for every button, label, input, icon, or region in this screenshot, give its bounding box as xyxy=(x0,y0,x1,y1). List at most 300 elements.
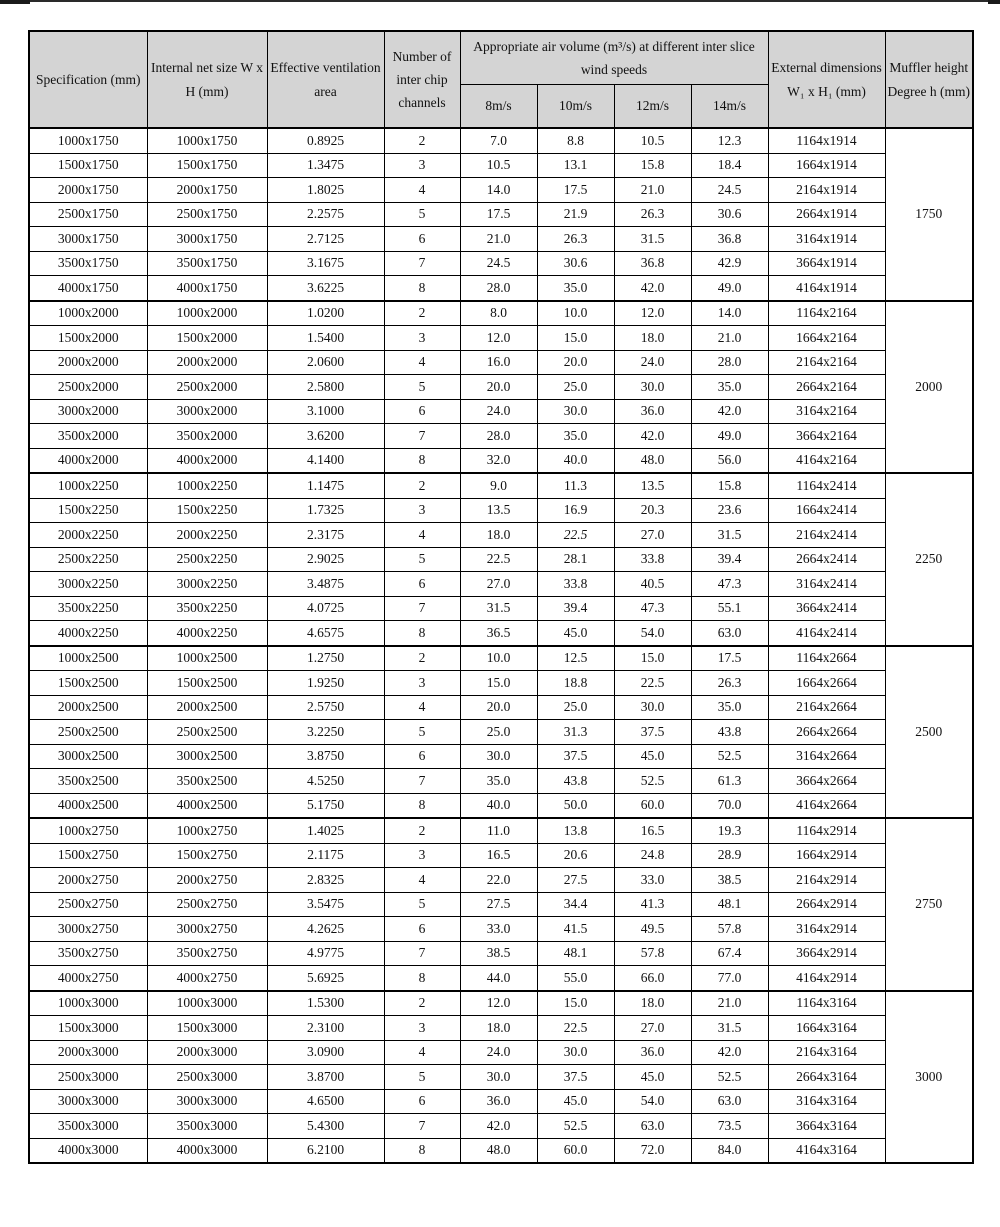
cell-v10: 26.3 xyxy=(537,227,614,252)
cell-channels: 5 xyxy=(384,720,460,745)
cell-external: 3664x3164 xyxy=(768,1114,885,1139)
cell-channels: 7 xyxy=(384,251,460,276)
cell-v10: 39.4 xyxy=(537,596,614,621)
cell-area: 6.2100 xyxy=(267,1138,384,1163)
cell-v14: 38.5 xyxy=(691,868,768,893)
cell-v10: 40.0 xyxy=(537,448,614,473)
cell-channels: 2 xyxy=(384,818,460,843)
cell-v10: 20.0 xyxy=(537,350,614,375)
cell-v14: 19.3 xyxy=(691,818,768,843)
cell-v10: 8.8 xyxy=(537,128,614,153)
cell-v12: 33.8 xyxy=(614,547,691,572)
cell-v14: 14.0 xyxy=(691,301,768,326)
cell-v12: 24.8 xyxy=(614,843,691,868)
cell-channels: 5 xyxy=(384,202,460,227)
cell-internal: 4000x2750 xyxy=(147,966,267,991)
cell-spec: 3500x2500 xyxy=(29,769,147,794)
cell-channels: 8 xyxy=(384,621,460,646)
cell-spec: 3500x3000 xyxy=(29,1114,147,1139)
cell-v12: 27.0 xyxy=(614,523,691,548)
cell-internal: 3500x2750 xyxy=(147,941,267,966)
cell-v10: 52.5 xyxy=(537,1114,614,1139)
cell-spec: 3500x1750 xyxy=(29,251,147,276)
table-row xyxy=(29,572,973,597)
cell-internal: 3000x2500 xyxy=(147,744,267,769)
cell-channels: 6 xyxy=(384,399,460,424)
cell-spec: 4000x3000 xyxy=(29,1138,147,1163)
cell-v14: 42.0 xyxy=(691,399,768,424)
cell-area: 3.8750 xyxy=(267,744,384,769)
cell-v12: 18.0 xyxy=(614,326,691,351)
cell-v8: 32.0 xyxy=(460,448,537,473)
cell-spec: 1500x1750 xyxy=(29,153,147,178)
cell-internal: 1000x2250 xyxy=(147,473,267,498)
table-row xyxy=(29,178,973,203)
cell-v12: 41.3 xyxy=(614,892,691,917)
cell-spec: 3000x3000 xyxy=(29,1089,147,1114)
cell-v8: 10.5 xyxy=(460,153,537,178)
cell-channels: 6 xyxy=(384,227,460,252)
cell-area: 4.6575 xyxy=(267,621,384,646)
cell-external: 2664x2664 xyxy=(768,720,885,745)
cell-area: 2.9025 xyxy=(267,547,384,572)
cell-internal: 3000x1750 xyxy=(147,227,267,252)
cell-v14: 39.4 xyxy=(691,547,768,572)
table-row xyxy=(29,892,973,917)
cell-v8: 7.0 xyxy=(460,128,537,153)
cell-spec: 4000x2000 xyxy=(29,448,147,473)
cell-channels: 7 xyxy=(384,769,460,794)
table-row xyxy=(29,744,973,769)
cell-v14: 43.8 xyxy=(691,720,768,745)
cell-external: 4164x2164 xyxy=(768,448,885,473)
cell-area: 4.2625 xyxy=(267,917,384,942)
cell-external: 3664x2664 xyxy=(768,769,885,794)
table-row xyxy=(29,621,973,646)
cell-channels: 5 xyxy=(384,375,460,400)
cell-v12: 52.5 xyxy=(614,769,691,794)
cell-v12: 72.0 xyxy=(614,1138,691,1163)
cell-area: 3.8700 xyxy=(267,1065,384,1090)
cell-spec: 4000x2750 xyxy=(29,966,147,991)
cell-internal: 1000x2500 xyxy=(147,646,267,671)
table-row xyxy=(29,966,973,991)
cell-channels: 2 xyxy=(384,301,460,326)
cell-external: 1164x1914 xyxy=(768,128,885,153)
cell-channels: 4 xyxy=(384,350,460,375)
cell-v14: 63.0 xyxy=(691,621,768,646)
cell-area: 2.3100 xyxy=(267,1016,384,1041)
cell-v14: 35.0 xyxy=(691,375,768,400)
cell-spec: 2500x2250 xyxy=(29,547,147,572)
cell-muffler-height: 3000 xyxy=(885,991,973,1164)
cell-external: 2664x2914 xyxy=(768,892,885,917)
cell-spec: 2000x2000 xyxy=(29,350,147,375)
cell-channels: 7 xyxy=(384,424,460,449)
cell-spec: 1000x2250 xyxy=(29,473,147,498)
cell-v8: 27.0 xyxy=(460,572,537,597)
cell-v14: 31.5 xyxy=(691,523,768,548)
cell-spec: 1500x2000 xyxy=(29,326,147,351)
cell-v8: 10.0 xyxy=(460,646,537,671)
table-header xyxy=(29,31,973,128)
table-row xyxy=(29,695,973,720)
cell-internal: 2500x3000 xyxy=(147,1065,267,1090)
cell-area: 1.0200 xyxy=(267,301,384,326)
cell-channels: 3 xyxy=(384,498,460,523)
cell-internal: 3000x2250 xyxy=(147,572,267,597)
cell-internal: 3000x2000 xyxy=(147,399,267,424)
table-row xyxy=(29,671,973,696)
cell-area: 1.3475 xyxy=(267,153,384,178)
table-row xyxy=(29,128,973,153)
cell-channels: 3 xyxy=(384,843,460,868)
cell-v12: 27.0 xyxy=(614,1016,691,1041)
cell-v12: 24.0 xyxy=(614,350,691,375)
cell-muffler-height: 2500 xyxy=(885,646,973,819)
cell-external: 2164x2414 xyxy=(768,523,885,548)
cell-spec: 1000x2000 xyxy=(29,301,147,326)
cell-v12: 54.0 xyxy=(614,1089,691,1114)
cell-spec: 3000x2000 xyxy=(29,399,147,424)
cell-area: 2.7125 xyxy=(267,227,384,252)
cell-spec: 2500x2000 xyxy=(29,375,147,400)
cell-v12: 57.8 xyxy=(614,941,691,966)
cell-spec: 3000x1750 xyxy=(29,227,147,252)
table-row xyxy=(29,202,973,227)
cell-v14: 56.0 xyxy=(691,448,768,473)
cell-spec: 1500x2750 xyxy=(29,843,147,868)
cell-v10: 50.0 xyxy=(537,793,614,818)
cell-v8: 30.0 xyxy=(460,744,537,769)
table-row xyxy=(29,227,973,252)
cell-external: 1664x3164 xyxy=(768,1016,885,1041)
cell-external: 1164x2914 xyxy=(768,818,885,843)
cell-internal: 2000x2250 xyxy=(147,523,267,548)
cell-v14: 61.3 xyxy=(691,769,768,794)
cell-external: 4164x3164 xyxy=(768,1138,885,1163)
cell-area: 5.4300 xyxy=(267,1114,384,1139)
cell-area: 4.6500 xyxy=(267,1089,384,1114)
cell-v8: 15.0 xyxy=(460,671,537,696)
cell-v14: 73.5 xyxy=(691,1114,768,1139)
cell-internal: 1000x1750 xyxy=(147,128,267,153)
page-top-edge-left-mark xyxy=(0,0,30,4)
cell-channels: 7 xyxy=(384,941,460,966)
cell-v14: 23.6 xyxy=(691,498,768,523)
cell-v10: 34.4 xyxy=(537,892,614,917)
cell-channels: 8 xyxy=(384,1138,460,1163)
cell-v8: 14.0 xyxy=(460,178,537,203)
table-row xyxy=(29,1089,973,1114)
table-row xyxy=(29,596,973,621)
cell-area: 5.6925 xyxy=(267,966,384,991)
page-top-edge-right-mark xyxy=(988,0,1000,4)
cell-v14: 18.4 xyxy=(691,153,768,178)
cell-v12: 40.5 xyxy=(614,572,691,597)
header-muffler-height: Muffler height Degree h (mm) xyxy=(885,31,973,128)
cell-v10: 15.0 xyxy=(537,991,614,1016)
cell-external: 2664x2164 xyxy=(768,375,885,400)
cell-v10: 21.9 xyxy=(537,202,614,227)
cell-v8: 25.0 xyxy=(460,720,537,745)
cell-v12: 49.5 xyxy=(614,917,691,942)
cell-v12: 66.0 xyxy=(614,966,691,991)
cell-area: 1.5300 xyxy=(267,991,384,1016)
cell-internal: 3500x3000 xyxy=(147,1114,267,1139)
cell-internal: 2000x2500 xyxy=(147,695,267,720)
cell-v10: 60.0 xyxy=(537,1138,614,1163)
table-row xyxy=(29,424,973,449)
cell-area: 1.8025 xyxy=(267,178,384,203)
cell-spec: 4000x2500 xyxy=(29,793,147,818)
table-row xyxy=(29,350,973,375)
cell-area: 3.4875 xyxy=(267,572,384,597)
cell-internal: 3500x2000 xyxy=(147,424,267,449)
table-row xyxy=(29,153,973,178)
cell-v8: 30.0 xyxy=(460,1065,537,1090)
table-row xyxy=(29,843,973,868)
cell-external: 2164x2664 xyxy=(768,695,885,720)
cell-muffler-height: 2250 xyxy=(885,473,973,646)
cell-area: 1.9250 xyxy=(267,671,384,696)
cell-internal: 1500x2500 xyxy=(147,671,267,696)
cell-v10: 28.1 xyxy=(537,547,614,572)
cell-spec: 1500x3000 xyxy=(29,1016,147,1041)
header-speed-14ms: 14m/s xyxy=(691,85,768,129)
cell-external: 1664x2914 xyxy=(768,843,885,868)
cell-area: 2.3175 xyxy=(267,523,384,548)
cell-channels: 8 xyxy=(384,448,460,473)
cell-v8: 12.0 xyxy=(460,326,537,351)
cell-internal: 3500x2500 xyxy=(147,769,267,794)
cell-spec: 3500x2000 xyxy=(29,424,147,449)
cell-external: 3164x2414 xyxy=(768,572,885,597)
table-row xyxy=(29,547,973,572)
cell-v10: 45.0 xyxy=(537,621,614,646)
cell-channels: 3 xyxy=(384,153,460,178)
cell-v14: 47.3 xyxy=(691,572,768,597)
cell-v10: 55.0 xyxy=(537,966,614,991)
cell-area: 3.1000 xyxy=(267,399,384,424)
cell-v8: 18.0 xyxy=(460,523,537,548)
cell-v10: 17.5 xyxy=(537,178,614,203)
cell-v10: 18.8 xyxy=(537,671,614,696)
cell-internal: 2500x2750 xyxy=(147,892,267,917)
cell-external: 3164x2664 xyxy=(768,744,885,769)
cell-external: 3164x1914 xyxy=(768,227,885,252)
cell-internal: 3500x2250 xyxy=(147,596,267,621)
cell-spec: 3000x2250 xyxy=(29,572,147,597)
cell-v8: 18.0 xyxy=(460,1016,537,1041)
cell-v8: 40.0 xyxy=(460,793,537,818)
cell-v14: 49.0 xyxy=(691,276,768,301)
cell-v8: 13.5 xyxy=(460,498,537,523)
cell-v8: 33.0 xyxy=(460,917,537,942)
cell-v10: 11.3 xyxy=(537,473,614,498)
cell-v14: 24.5 xyxy=(691,178,768,203)
cell-v12: 33.0 xyxy=(614,868,691,893)
cell-v12: 36.0 xyxy=(614,399,691,424)
table-row xyxy=(29,1138,973,1163)
cell-external: 2164x3164 xyxy=(768,1040,885,1065)
cell-v14: 21.0 xyxy=(691,326,768,351)
table-body xyxy=(29,128,973,1163)
cell-v10: 12.5 xyxy=(537,646,614,671)
cell-v12: 37.5 xyxy=(614,720,691,745)
table-row xyxy=(29,941,973,966)
cell-v8: 16.0 xyxy=(460,350,537,375)
cell-area: 2.8325 xyxy=(267,868,384,893)
table-row xyxy=(29,1114,973,1139)
cell-v12: 16.5 xyxy=(614,818,691,843)
cell-area: 3.6200 xyxy=(267,424,384,449)
cell-channels: 8 xyxy=(384,276,460,301)
cell-area: 3.6225 xyxy=(267,276,384,301)
cell-area: 1.5400 xyxy=(267,326,384,351)
cell-v14: 17.5 xyxy=(691,646,768,671)
cell-v10: 25.0 xyxy=(537,695,614,720)
cell-v14: 36.8 xyxy=(691,227,768,252)
cell-external: 2164x1914 xyxy=(768,178,885,203)
table-row xyxy=(29,473,973,498)
cell-v14: 26.3 xyxy=(691,671,768,696)
cell-v8: 28.0 xyxy=(460,276,537,301)
cell-area: 0.8925 xyxy=(267,128,384,153)
cell-area: 3.5475 xyxy=(267,892,384,917)
cell-channels: 3 xyxy=(384,671,460,696)
cell-v10: 35.0 xyxy=(537,424,614,449)
cell-channels: 2 xyxy=(384,128,460,153)
cell-internal: 3500x1750 xyxy=(147,251,267,276)
cell-v10: 16.9 xyxy=(537,498,614,523)
cell-external: 2664x1914 xyxy=(768,202,885,227)
cell-v12: 47.3 xyxy=(614,596,691,621)
cell-v12: 42.0 xyxy=(614,276,691,301)
cell-spec: 3000x2750 xyxy=(29,917,147,942)
cell-external: 2164x2914 xyxy=(768,868,885,893)
cell-v14: 52.5 xyxy=(691,1065,768,1090)
cell-channels: 4 xyxy=(384,178,460,203)
cell-external: 4164x1914 xyxy=(768,276,885,301)
cell-channels: 5 xyxy=(384,547,460,572)
cell-area: 3.2250 xyxy=(267,720,384,745)
cell-external: 1164x2164 xyxy=(768,301,885,326)
cell-internal: 3000x3000 xyxy=(147,1089,267,1114)
cell-v14: 21.0 xyxy=(691,991,768,1016)
header-speed-10ms: 10m/s xyxy=(537,85,614,129)
cell-v12: 45.0 xyxy=(614,744,691,769)
cell-channels: 6 xyxy=(384,917,460,942)
cell-area: 2.2575 xyxy=(267,202,384,227)
cell-area: 2.5800 xyxy=(267,375,384,400)
cell-v8: 38.5 xyxy=(460,941,537,966)
cell-internal: 2500x2250 xyxy=(147,547,267,572)
cell-internal: 4000x2500 xyxy=(147,793,267,818)
cell-v10: 20.6 xyxy=(537,843,614,868)
cell-spec: 2500x2500 xyxy=(29,720,147,745)
cell-v8: 35.0 xyxy=(460,769,537,794)
cell-channels: 6 xyxy=(384,1089,460,1114)
cell-v8: 20.0 xyxy=(460,375,537,400)
cell-v12: 30.0 xyxy=(614,375,691,400)
cell-external: 3664x2164 xyxy=(768,424,885,449)
cell-v8: 28.0 xyxy=(460,424,537,449)
cell-channels: 2 xyxy=(384,473,460,498)
table-row xyxy=(29,818,973,843)
cell-v10: 41.5 xyxy=(537,917,614,942)
cell-v14: 70.0 xyxy=(691,793,768,818)
cell-v10: 45.0 xyxy=(537,1089,614,1114)
cell-v14: 30.6 xyxy=(691,202,768,227)
cell-v10: 22.5 xyxy=(537,523,614,548)
header-internal-net-size: Internal net size W x H (mm) xyxy=(147,31,267,128)
cell-v12: 18.0 xyxy=(614,991,691,1016)
cell-external: 4164x2914 xyxy=(768,966,885,991)
cell-internal: 2000x1750 xyxy=(147,178,267,203)
cell-v12: 36.8 xyxy=(614,251,691,276)
cell-v14: 55.1 xyxy=(691,596,768,621)
cell-v8: 22.0 xyxy=(460,868,537,893)
cell-area: 4.5250 xyxy=(267,769,384,794)
table-row xyxy=(29,868,973,893)
cell-v14: 31.5 xyxy=(691,1016,768,1041)
cell-v10: 10.0 xyxy=(537,301,614,326)
cell-channels: 7 xyxy=(384,1114,460,1139)
header-speed-12ms: 12m/s xyxy=(614,85,691,129)
cell-v14: 28.0 xyxy=(691,350,768,375)
cell-channels: 6 xyxy=(384,572,460,597)
cell-spec: 4000x2250 xyxy=(29,621,147,646)
table-row xyxy=(29,276,973,301)
table-row xyxy=(29,301,973,326)
table-row xyxy=(29,1040,973,1065)
cell-v10: 35.0 xyxy=(537,276,614,301)
cell-v14: 63.0 xyxy=(691,1089,768,1114)
cell-spec: 2500x3000 xyxy=(29,1065,147,1090)
cell-v12: 36.0 xyxy=(614,1040,691,1065)
cell-v12: 45.0 xyxy=(614,1065,691,1090)
cell-v12: 54.0 xyxy=(614,621,691,646)
header-speed-8ms: 8m/s xyxy=(460,85,537,129)
cell-external: 1164x3164 xyxy=(768,991,885,1016)
cell-internal: 4000x1750 xyxy=(147,276,267,301)
cell-v12: 10.5 xyxy=(614,128,691,153)
header-effective-ventilation-area: Effective ventilation area xyxy=(267,31,384,128)
cell-spec: 2500x2750 xyxy=(29,892,147,917)
cell-external: 1164x2414 xyxy=(768,473,885,498)
cell-channels: 8 xyxy=(384,966,460,991)
cell-external: 3164x2164 xyxy=(768,399,885,424)
cell-spec: 2000x2750 xyxy=(29,868,147,893)
table-row xyxy=(29,720,973,745)
cell-v12: 63.0 xyxy=(614,1114,691,1139)
cell-area: 3.1675 xyxy=(267,251,384,276)
cell-v8: 36.0 xyxy=(460,1089,537,1114)
cell-v10: 30.6 xyxy=(537,251,614,276)
cell-area: 3.0900 xyxy=(267,1040,384,1065)
cell-channels: 4 xyxy=(384,1040,460,1065)
cell-v14: 28.9 xyxy=(691,843,768,868)
cell-v10: 37.5 xyxy=(537,1065,614,1090)
cell-v12: 22.5 xyxy=(614,671,691,696)
cell-area: 2.5750 xyxy=(267,695,384,720)
cell-external: 1664x2164 xyxy=(768,326,885,351)
cell-v12: 13.5 xyxy=(614,473,691,498)
cell-spec: 4000x1750 xyxy=(29,276,147,301)
cell-external: 3664x2414 xyxy=(768,596,885,621)
cell-v8: 11.0 xyxy=(460,818,537,843)
